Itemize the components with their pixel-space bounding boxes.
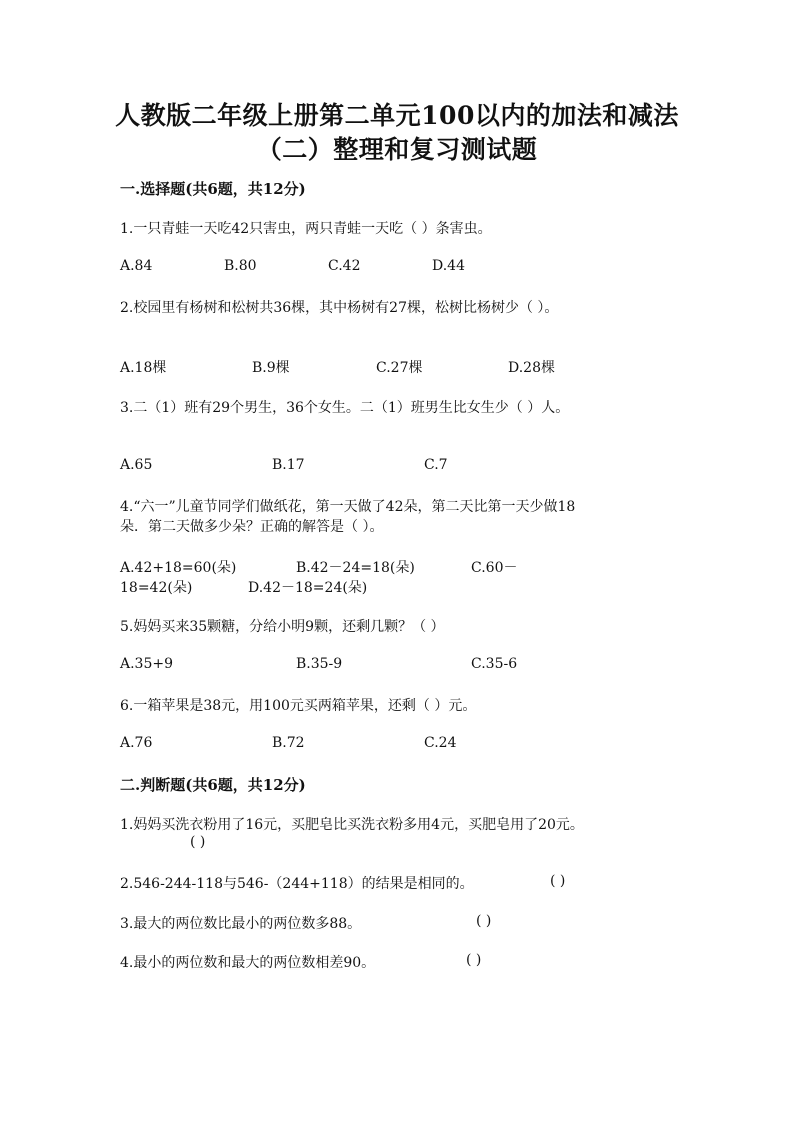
q1-option-b: B.80 [224,258,257,274]
q3-option-a: A.65 [120,457,153,473]
q5-option-a: A.35+9 [120,656,174,672]
q6-option-c: C.24 [424,735,457,751]
q4-option-a: A.42+18=60(朵) [120,560,237,576]
page-title-line-1: 人教版二年级上册第二单元100以内的加法和减法 [115,101,679,130]
question-3: 3.二（1）班有29个男生，36个女生。二（1）班男生比女生少（ ）人。 [120,400,570,416]
q5-option-b: B.35-9 [296,656,343,672]
judgment-2: 2.546-244-118与546-（244+118）的结果是相同的。 [120,876,474,892]
q6-option-b: B.72 [272,735,305,751]
page-title-line-2: （二）整理和复习测试题 [256,135,538,164]
judgment-3: 3.最大的两位数比最小的两位数多88。 [120,916,362,932]
q2-option-a: A.18棵 [120,360,167,376]
judgment-2-paren: ( ) [550,873,566,889]
q4-option-d: D.42－18=24(朵) [248,580,368,596]
q3-option-b: B.17 [272,457,305,473]
judgment-4: 4.最小的两位数和最大的两位数相差90。 [120,955,376,971]
judgment-1-paren: ( ) [190,834,206,850]
question-5: 5.妈妈买来35颗糖，分给小明9颗，还剩几颗？（ ） [120,619,445,635]
section-heading-judgment: 二.判断题(共6题，共12分) [120,776,306,794]
q3-option-c: C.7 [424,457,448,473]
q1-option-d: D.44 [432,258,465,274]
q5-option-c: C.35-6 [471,656,518,672]
question-6: 6.一箱苹果是38元，用100元买两箱苹果，还剩（ ）元。 [120,698,477,714]
question-4-line-2: 朵．第二天做多少朵？正确的解答是（ ）。 [120,519,384,535]
q4-option-c: C.60－ [471,560,518,576]
question-4: 4.“六一”儿童节同学们做纸花，第一天做了42朵，第二天比第一天少做18 [120,499,576,515]
judgment-4-paren: ( ) [466,952,482,968]
q6-option-a: A.76 [120,735,153,751]
judgment-1: 1.妈妈买洗衣粉用了16元，买肥皂比买洗衣粉多用4元，买肥皂用了20元。 [120,817,584,833]
q2-option-b: B.9棵 [252,360,290,376]
section-heading-choice: 一.选择题(共6题，共12分) [120,180,306,198]
q4-option-b: B.42－24=18(朵) [296,560,415,576]
question-1: 1.一只青蛙一天吃42只害虫，两只青蛙一天吃（ ）条害虫。 [120,221,492,237]
q1-option-a: A.84 [120,258,153,274]
q4-option-c-continued: 18=42(朵) [120,580,193,596]
q1-option-c: C.42 [328,258,361,274]
q2-option-c: C.27棵 [376,360,423,376]
question-2: 2.校园里有杨树和松树共36棵，其中杨树有27棵，松树比杨树少（ ）。 [120,300,559,316]
judgment-3-paren: ( ) [476,913,492,929]
q2-option-d: D.28棵 [508,360,555,376]
